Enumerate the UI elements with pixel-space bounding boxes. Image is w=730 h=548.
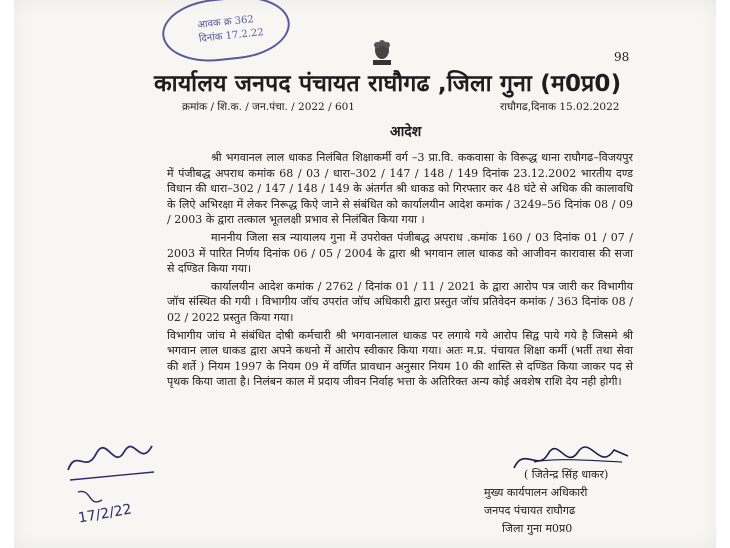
paragraph-2: माननीय जिला सत्र न्यायालय गुना में उपरोक्त पंजीबद्ध अपराध .कमांक 160 / 03 दिनांक 01 / 07 / 2003 में पारित निर्णय दिनांक 06 / 05 / 2004 के द्वारा श्री भगवान लाल धाकड को आजीवन कारावास की सजा से दण्डित किया गया। — [167, 230, 633, 276]
paragraph-3: कार्यालयीन आदेश कमांक / 2762 / दिनांक 01 / 11 / 2021 के द्वारा आरोप पत्र जारी कर विभागीय जॉच संस्थित की गयी । विभागीय जॉच उपरांत जॉच अधिकारी द्वारा प्रस्तुत जॉच प्रतिवेदन कमांक / 363 दिनांक 08 / 02 / 2022 प्रस्तुत किया गया। — [167, 279, 633, 324]
officer-district: जिला गुना म0प्र0 — [502, 522, 573, 535]
document-page — [14, 0, 716, 548]
receipt-stamp — [159, 0, 293, 67]
place-date: राघौगढ,दिनाक 15.02.2022 — [500, 101, 620, 113]
signature-block — [484, 466, 608, 538]
stamp-date: दिनांक 17.2.22 — [198, 27, 265, 45]
officer-name: ( जितेन्द्र सिंह धाकर) — [524, 468, 609, 481]
margin-date: 17/2/22 — [77, 501, 133, 527]
officer-office: जनपद पंचायत राघौगढ — [484, 504, 576, 517]
stamp-receipt-number: आवक क्र 362 — [196, 14, 255, 31]
office-title: कार्यालय जनपद पंचायत राघौगढ ,जिला गुना (म0प्र0) — [154, 71, 622, 97]
officer-designation: मुख्य कार्यपालन अधिकारी — [484, 486, 588, 499]
reference-number: क्रमांक / शि.क. / जन.पंचा. / 2022 / 601 — [182, 101, 355, 113]
order-heading: आदेश — [390, 124, 422, 140]
national-emblem-icon — [369, 38, 395, 68]
page-number: 98 — [614, 50, 630, 64]
paragraph-1: श्री भगवानल लाल धाकड निलंबित शिक्षाकर्मी वर्ग –3 प्रा.वि. ककवासा के विरूद्ध थाना राघौगढ–विजयपुर में पंजीबद्ध अपराध कमांक 68 / 03 / धारा–302 / 147 / 148 / 149 दिनांक 23.12.2002 भारतीय दण्ड विधान की धारा–302 / 147 / 148 / 149 के अंतर्गत श्री धाकड को गिरफ्तार कर 48 घंटे से अधिक की कालावधि के लिऐ अभिरक्षा में लेकर निरूद्ध किऐ जाने से संबंधित को कार्यालयीन आदेश कमांक / 3249–56 दिनांक 08 / 09 / 2003 के द्वारा तत्काल भूतलक्षी प्रभाव से निलंबित किया गया । — [167, 151, 633, 227]
margin-handwritten-signature — [62, 430, 162, 540]
order-body — [167, 150, 633, 392]
paragraph-4: विभागीय जांच मे संबंधित दोषी कर्मचारी श्री भगवानलाल धाकड पर लगाये गये आरोप सिद्व पाये गये है जिसमे श्री भगवान लाल धाकड द्वारा अपने कथनो में आरोप स्वीकार किया गया। अतः म.प्र. पंचायत शिक्षा कर्मी (भर्ती तथा सेवा की शर्ते ) नियम 1997 के नियम 09 में वर्णित प्रावधान अनुसार नियम 10 की शास्ति से दण्डित किया जाकर पद से पृथक किया जाता है। निलंबन काल में प्रदाय जीवन निर्वाह भत्ता के अतिरिक्त अन्य कोई अवशेष राशि देय नही होगी। — [167, 328, 633, 389]
